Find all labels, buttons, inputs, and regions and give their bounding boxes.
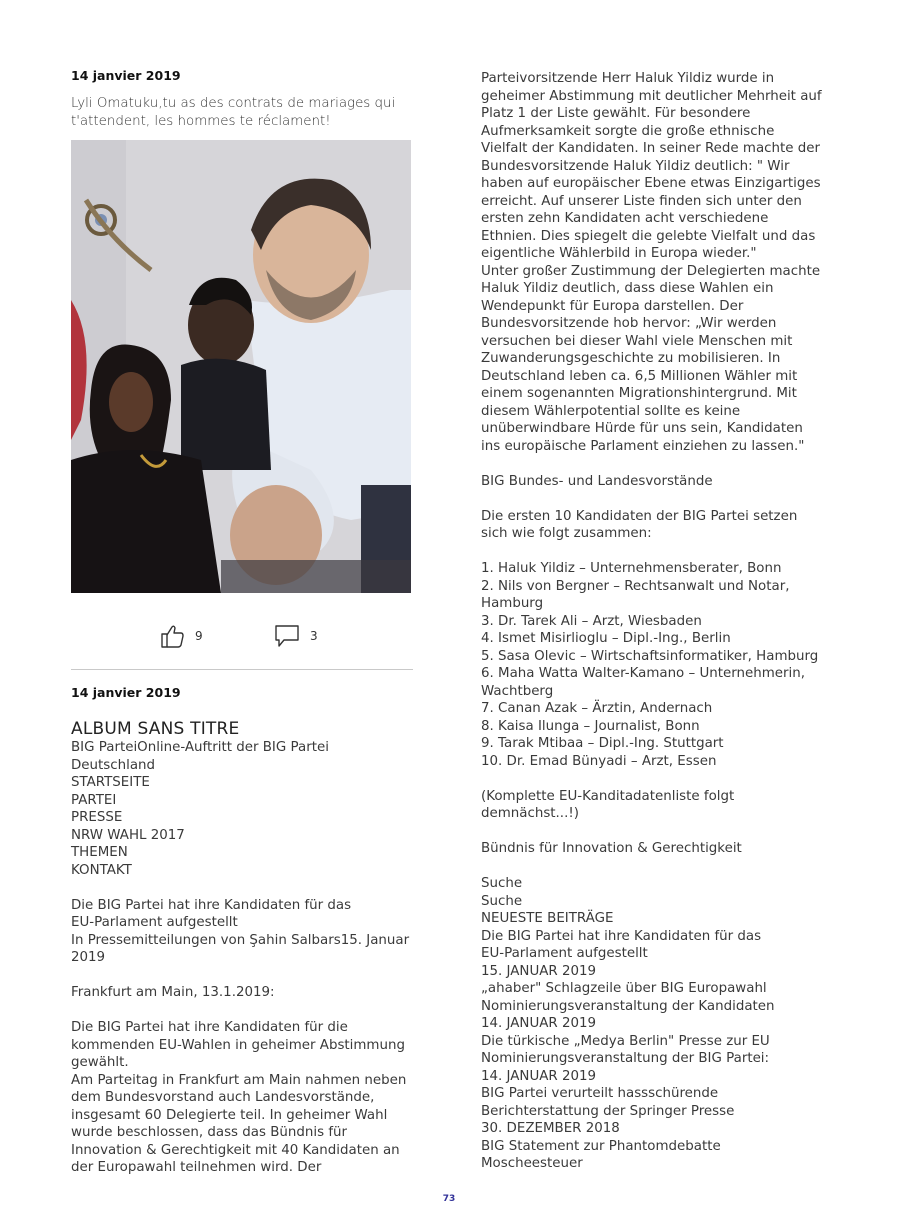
text-line: Innovation & Gerechtigkeit mit 40 Kandidaten an	[71, 1142, 400, 1158]
text-line: PRESSE	[71, 810, 123, 825]
text-line: NRW WAHL 2017	[71, 827, 185, 843]
text-line: 10. Dr. Emad Bünyadi – Arzt, Essen	[481, 753, 717, 769]
blank-line	[71, 967, 413, 985]
text-line: Die BIG Partei hat ihre Kandidaten für das	[71, 897, 352, 913]
text-line: „ahaber" Schlagzeile über BIG Europawahl	[481, 981, 767, 996]
text-line: THEMEN	[71, 845, 128, 860]
text-line: wurde beschlossen, dass das Bündnis für	[71, 1125, 348, 1140]
blank-line	[481, 455, 831, 473]
text-line: 2. Nils von Bergner – Rechtsanwalt und Notar,	[481, 578, 790, 594]
blank-line	[71, 879, 413, 897]
blank-line	[481, 823, 831, 841]
text-line: PARTEI	[71, 792, 117, 808]
text-line: BIG ParteiOnline-Auftritt der BIG Partei	[71, 740, 329, 755]
text-line: Ethnien. Dies spiegelt die gelebte Vielfalt und das	[481, 228, 816, 244]
text-line: Hamburg	[481, 596, 544, 611]
text-line: insgesamt 60 Delegierte teil. In geheimer Wahl	[71, 1107, 388, 1123]
blank-line	[481, 543, 831, 561]
thumbs-up-icon	[159, 623, 185, 649]
text-line: diesem Wählerpotential sollte es keine	[481, 403, 741, 419]
text-line: Deutschland leben ca. 6,5 Millionen Wähler mit	[481, 368, 798, 384]
text-line: der Europawahl teilnehmen wird. Der	[71, 1160, 322, 1175]
text-line: Bundesvorsitzende hob hervor: „Wir werden	[481, 316, 777, 331]
post-date: 14 janvier 2019	[71, 68, 181, 83]
text-line: BIG Bundes- und Landesvorstände	[481, 473, 713, 489]
text-line: ins europäische Parlament einziehen zu lassen."	[481, 438, 805, 454]
text-line: Wachtberg	[481, 683, 554, 699]
page-number: 73	[442, 1194, 456, 1204]
like-button[interactable]	[159, 623, 203, 649]
right-column	[481, 70, 831, 1173]
speech-bubble-icon	[274, 623, 300, 649]
text-line: gewählt.	[71, 1055, 129, 1070]
text-line: kommenden EU-Wahlen in geheimer Abstimmung	[71, 1037, 405, 1053]
text-line: Die BIG Partei hat ihre Kandidaten für die	[71, 1020, 348, 1035]
text-line: Suche	[481, 893, 523, 909]
text-line: 6. Maha Watta Walter-Kamano – Unternehmerin,	[481, 666, 805, 681]
text-line: versuchen bei dieser Wahl viele Menschen mit	[481, 333, 793, 349]
photo-illustration	[71, 140, 411, 593]
text-line: BIG Partei verurteilt hassschürende	[481, 1086, 719, 1101]
text-line: BIG Statement zur Phantomdebatte	[481, 1138, 721, 1154]
text-line: Deutschland	[71, 757, 156, 773]
text-line: Frankfurt am Main, 13.1.2019:	[71, 985, 275, 1000]
text-line: unüberwindbare Hürde für uns sein, Kandidaten	[481, 421, 803, 436]
text-line: ersten zehn Kandidaten acht verschiedene	[481, 211, 769, 226]
comment-count: 3	[310, 629, 318, 643]
text-line: Am Parteitag in Frankfurt am Main nahmen neben	[71, 1072, 407, 1088]
text-line: 9. Tarak Mtibaa – Dipl.-Ing. Stuttgart	[481, 736, 724, 751]
text-line: STARTSEITE	[71, 775, 150, 790]
text-line: Moscheesteuer	[481, 1156, 583, 1171]
text-line: 1. Haluk Yildiz – Unternehmensberater, Bonn	[481, 561, 782, 576]
text-line: Haluk Yildiz deutlich, dass diese Wahlen ein	[481, 281, 774, 296]
text-line: 5. Sasa Olevic – Wirtschaftsinformatiker, Hamburg	[481, 648, 819, 664]
text-line: sich wie folgt zusammen:	[481, 526, 652, 541]
text-line: 14. JANUAR 2019	[481, 1068, 597, 1084]
text-line: 4. Ismet Misirlioglu – Dipl.-Ing., Berlin	[481, 631, 731, 646]
text-line: Nominierungsveranstaltung der BIG Partei:	[481, 1051, 770, 1066]
text-line: KONTAKT	[71, 862, 132, 878]
post-reactions	[71, 593, 413, 670]
text-line: einem sogenannten Migrationshintergrund. Mit	[481, 386, 797, 401]
text-line: Bundesvorsitzende Haluk Yildiz deutlich: " Wir	[481, 158, 790, 174]
text-line: 30. DEZEMBER 2018	[481, 1121, 620, 1136]
text-line: EU-Parlament aufgestellt	[71, 915, 238, 930]
text-line: 14. JANUAR 2019	[481, 1016, 597, 1031]
selfie-photo	[71, 140, 411, 593]
text-line: Bündnis für Innovation & Gerechtigkeit	[481, 841, 742, 856]
text-line: Parteivorsitzende Herr Haluk Yildiz wurde in	[481, 71, 775, 86]
text-line: In Pressemitteilungen von Şahin Salbars15. Januar	[71, 932, 410, 948]
left-body-text	[71, 739, 413, 1177]
text-line: haben auf europäischer Ebene etwas Einzigartiges	[481, 176, 821, 191]
text-line: Vielfalt der Kandidaten. In seiner Rede machte der	[481, 141, 820, 156]
post-date-2: 14 janvier 2019	[71, 685, 181, 700]
like-count: 9	[195, 629, 203, 643]
text-line: EU-Parlament aufgestellt	[481, 946, 648, 961]
text-line: Die ersten 10 Kandidaten der BIG Partei setzen	[481, 508, 798, 524]
text-line: 3. Dr. Tarek Ali – Arzt, Wiesbaden	[481, 613, 702, 629]
right-body-text	[481, 70, 831, 1173]
blank-line	[481, 858, 831, 876]
text-line: 15. JANUAR 2019	[481, 963, 597, 979]
text-line: 7. Canan Azak – Ärztin, Andernach	[481, 701, 713, 716]
text-line: (Komplette EU-Kanditadatenliste folgt	[481, 788, 735, 804]
text-line: eigentliche Wählerbild in Europa wieder."	[481, 246, 757, 261]
text-line: erreicht. Auf unserer Liste finden sich unter den	[481, 193, 802, 209]
text-line: Zuwanderungsgeschichte zu mobilisieren. In	[481, 351, 781, 366]
text-line: Nominierungsveranstaltung der Kandidaten	[481, 998, 775, 1014]
comment-button[interactable]	[274, 623, 318, 649]
text-line: Wendepunkt für Europa darstellen. Der	[481, 298, 744, 314]
text-line: dem Bundesvorstand auch Landesvorstände,	[71, 1090, 375, 1105]
text-line: Unter großer Zustimmung der Delegierten machte	[481, 263, 821, 279]
blank-line	[71, 1002, 413, 1020]
text-line: 8. Kaisa Ilunga – Journalist, Bonn	[481, 718, 700, 734]
post-caption: Lyli Omatuku,tu as des contrats de mariages qui t'attendent, les hommes te réclament!	[71, 96, 396, 129]
text-line: geheimer Abstimmung mit deutlicher Mehrheit auf	[481, 88, 822, 104]
text-line: Die türkische „Medya Berlin" Presse zur EU	[481, 1033, 770, 1049]
blank-line	[481, 490, 831, 508]
text-line: Aufmerksamkeit sorgte die große ethnische	[481, 123, 775, 139]
left-column	[71, 68, 413, 1177]
text-line: Berichterstattung der Springer Presse	[481, 1103, 735, 1119]
text-line: demnächst...!)	[481, 806, 579, 821]
text-line: Suche	[481, 876, 523, 891]
album-title: ALBUM SANS TITRE	[71, 719, 240, 739]
text-line: Platz 1 der Liste gewählt. Für besondere	[481, 106, 751, 121]
text-line: NEUESTE BEITRÄGE	[481, 911, 614, 926]
blank-line	[481, 770, 831, 788]
text-line: Die BIG Partei hat ihre Kandidaten für das	[481, 928, 762, 944]
text-line: 2019	[71, 950, 106, 965]
